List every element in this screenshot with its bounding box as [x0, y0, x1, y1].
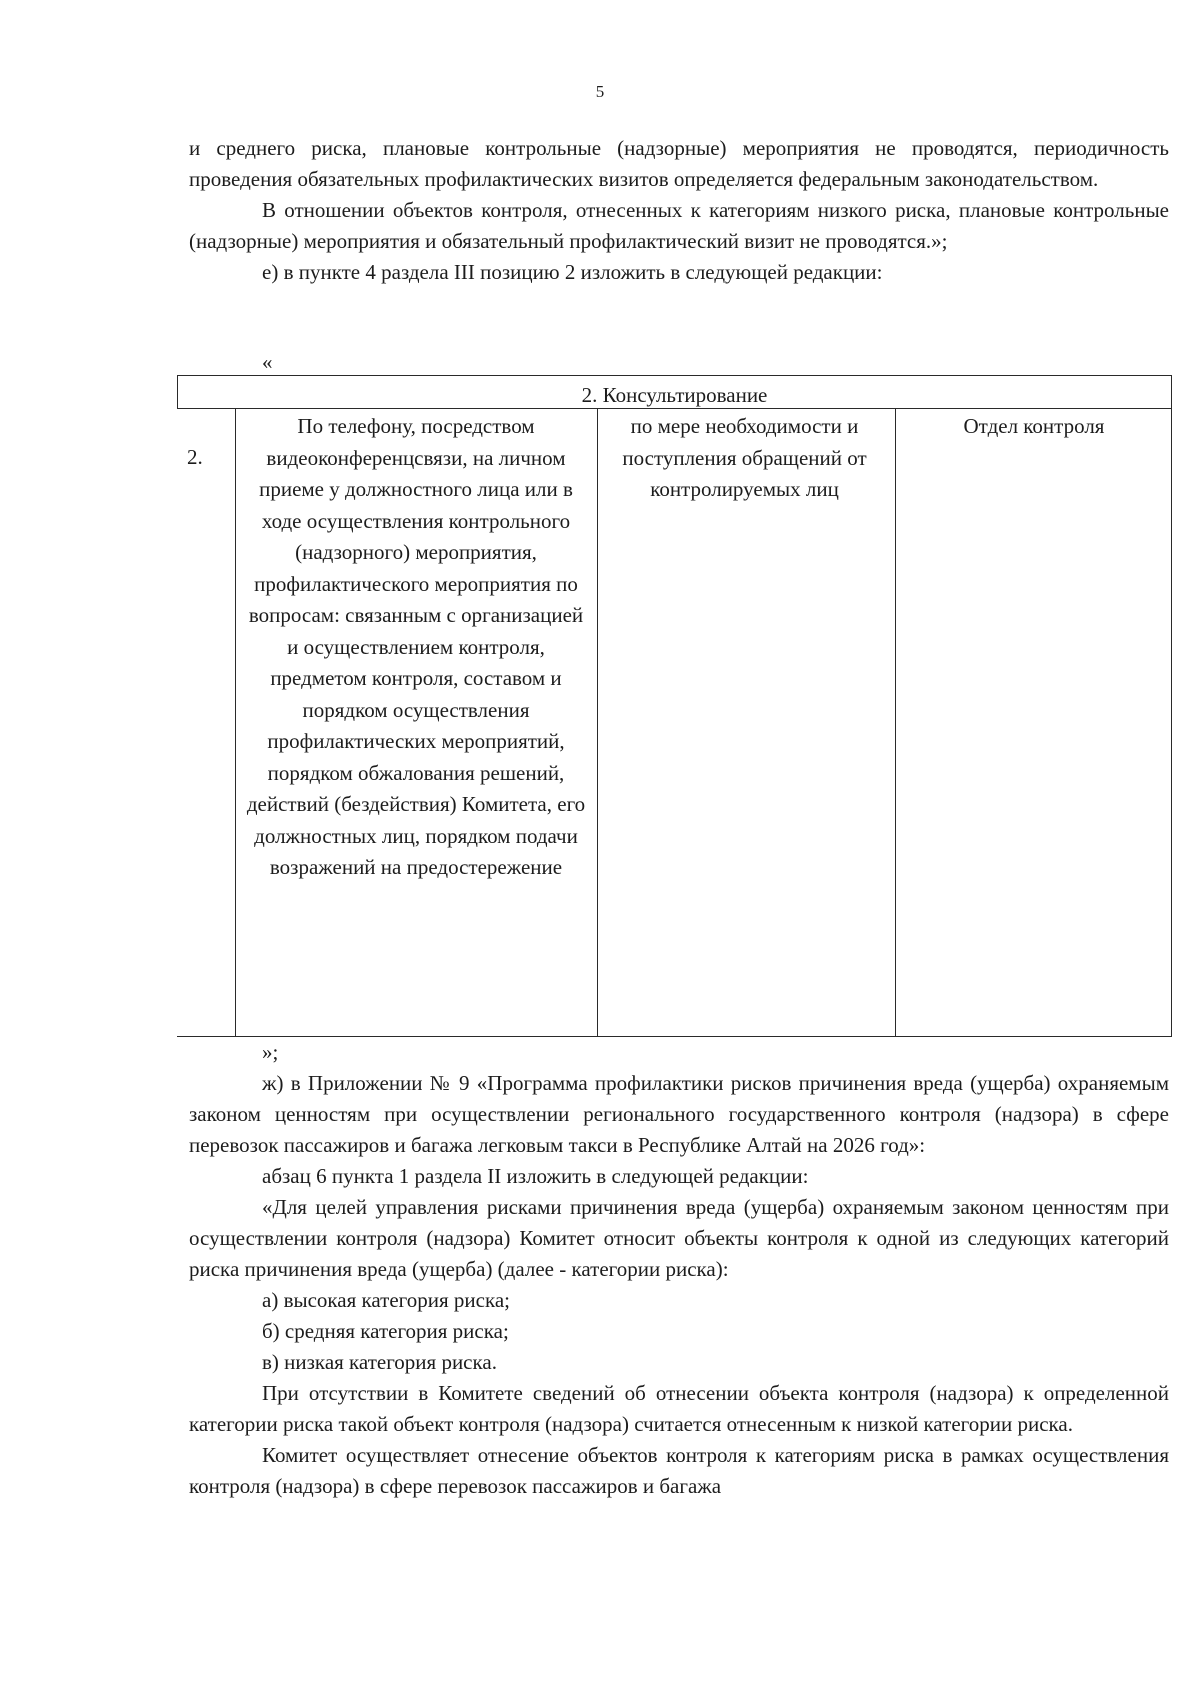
paragraph: ж) в Приложении № 9 «Программа профилактики рисков причинения вреда (ущерба) охраняемым законом ценностям при осуществлении регионального государственного контроля (надзора) в сфере перевозок пассажиров и багажа легковым такси в Республике Алтай на 2026 год»: [189, 1071, 1169, 1157]
row-number: 2. [187, 445, 203, 469]
row-responsible: Отдел контроля [963, 414, 1105, 438]
list-item: б) средняя категория риска; [262, 1319, 509, 1343]
bottom-text-block [189, 1068, 1169, 1502]
quote-close: »; [262, 1040, 279, 1064]
paragraph: При отсутствии в Комитете сведений об отнесении объекта контроля (надзора) к определенной категории риска такой объект контроля (надзора) считается отнесенным к низкой категории риска. [189, 1381, 1169, 1436]
paragraph: и среднего риска, плановые контрольные (надзорные) мероприятия не проводятся, периодичность проведения обязательных профилактических визитов определяется федеральным законодательством. [189, 136, 1169, 191]
paragraph: е) в пункте 4 раздела III позицию 2 изложить в следующей редакции: [262, 260, 883, 284]
row-period: по мере необходимости и поступления обращений от контролируемых лиц [622, 414, 867, 501]
paragraph: Комитет осуществляет отнесение объектов контроля к категориям риска в рамках осуществления контроля (надзора) в сфере перевозок пассажиров и багажа [189, 1443, 1169, 1498]
paragraph: абзац 6 пункта 1 раздела II изложить в следующей редакции: [262, 1164, 809, 1188]
list-item: а) высокая категория риска; [262, 1288, 511, 1312]
paragraph: В отношении объектов контроля, отнесенных к категориям низкого риска, плановые контрольные (надзорные) мероприятия и обязательный профилактический визит не проводятся.»; [189, 198, 1169, 253]
row-description: По телефону, посредством видеоконференцсвязи, на личном приеме у должностного лица или в ходе осуществления контрольного (надзорного) мероприятия, профилактического мероприятия по вопросам: связанным с организацией и осуществлением контроля, предметом контроля, составом и порядком осуществления профилактических мероприятий, порядком обжалования решений, действий (бездействия) Комитета, его должностных лиц, порядком подачи возражений на предостережение [246, 414, 586, 879]
paragraph: «Для целей управления рисками причинения вреда (ущерба) охраняемым законом ценностям при осуществлении контроля (надзора) Комитет относит объекты контроля к одной из следующих категорий риска причинения вреда (ущерба) (далее - категории риска): [189, 1195, 1169, 1281]
page-number: 5 [595, 82, 605, 101]
table-header: 2. Консультирование [581, 383, 768, 407]
consultation-table [177, 375, 1172, 1038]
quote-open: « [262, 350, 273, 374]
list-item: в) низкая категория риска. [262, 1350, 497, 1374]
top-text-block [189, 133, 1169, 288]
